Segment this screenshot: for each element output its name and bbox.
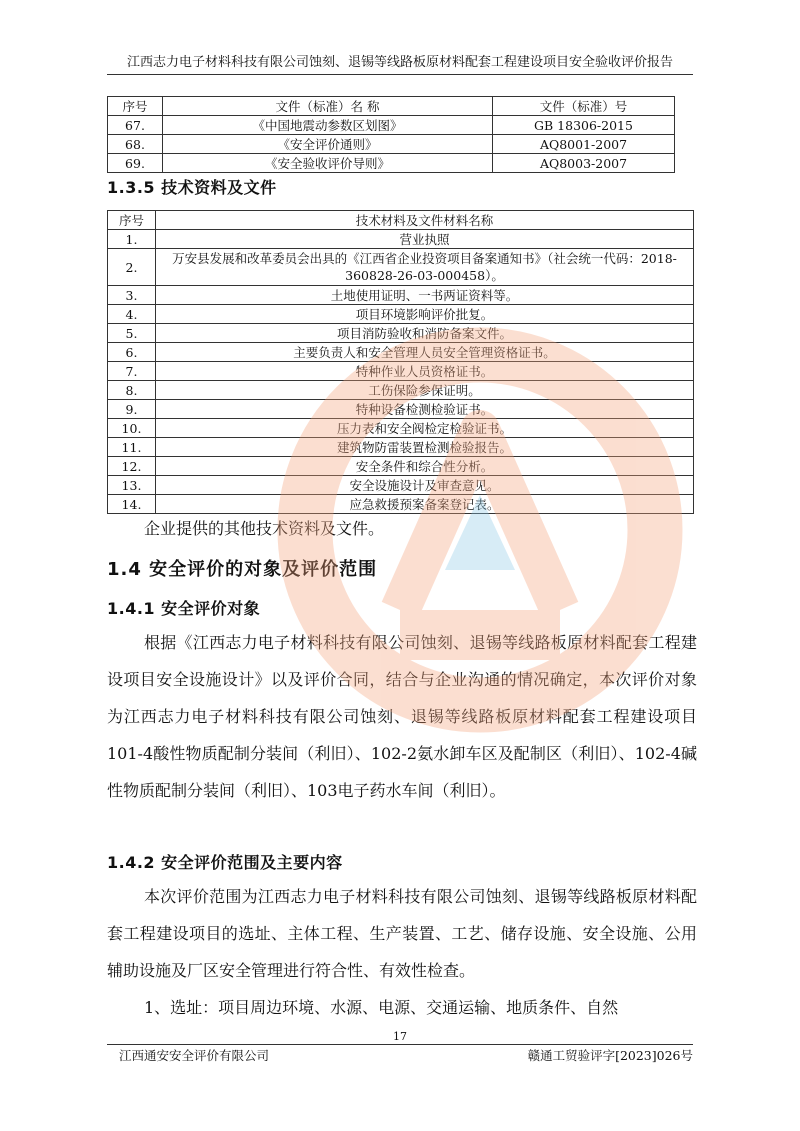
section-heading-1-3-5: 1.3.5 技术资料及文件 [107,178,277,197]
row-name: 应急救援预案备案登记表。 [156,495,694,514]
row-name: 建筑物防雷装置检测检验报告。 [156,438,694,457]
table-header-row [108,211,694,230]
footer-company: 江西通安安全评价有限公司 [119,1048,270,1063]
table-row [108,230,694,249]
row-name: 特种作业人员资格证书。 [156,362,694,381]
footer-report-number: 赣通工贸验评字[2023]026号 [527,1048,693,1063]
table-row [108,457,694,476]
row-index: 6. [108,343,156,362]
row-name: 营业执照 [156,230,694,249]
standards-table [107,96,675,173]
row-index: 69. [108,154,163,173]
row-name: 安全设施设计及审查意见。 [156,476,694,495]
row-name: 土地使用证明、一书两证资料等。 [156,286,694,305]
row-name: 《安全验收评价导则》 [163,154,493,173]
row-index: 3. [108,286,156,305]
row-name: 《安全评价通则》 [163,135,493,154]
row-index: 5. [108,324,156,343]
table-row [108,249,694,286]
page-footer [107,1044,693,1067]
row-name: 项目环境影响评价批复。 [156,305,694,324]
row-number: GB 18306-2015 [493,116,675,135]
table-row [108,154,675,173]
table-row [108,116,675,135]
row-name: 万安县发展和改革委员会出具的《江西省企业投资项目备案通知书》（社会统一代码：2018-360828-26-03-000458）。 [156,249,694,286]
table-row [108,286,694,305]
table-header-row [108,97,675,116]
row-index: 10. [108,419,156,438]
table-row [108,400,694,419]
row-index: 67. [108,116,163,135]
table-row [108,476,694,495]
row-number: AQ8001-2007 [493,135,675,154]
row-index: 11. [108,438,156,457]
col-header-number: 文件（标准）号 [493,97,675,116]
row-number: AQ8003-2007 [493,154,675,173]
section-1-4-1-body: 根据《江西志力电子材料科技有限公司蚀刻、退锡等线路板原材料配套工程建设项目安全设施设计》以及评价合同，结合与企业沟通的情况确定，本次评价对象为江西志力电子材料科技有限公司蚀刻、退锡等线路板原材料配套工程建设项目101-4酸性物质配制分装间（利旧）、102-2氨水卸车区及配制区（利旧）、102-4碱性物质配制分装间（利旧）、103电子药水车间（利旧）。 [107,633,697,800]
table-row [108,381,694,400]
header-title: 江西志力电子材料科技有限公司蚀刻、退锡等线路板原材料配套工程建设项目安全验收评价报告 [126,55,673,70]
col-header-index: 序号 [108,97,163,116]
row-index: 8. [108,381,156,400]
table-row [108,343,694,362]
row-index: 1. [108,230,156,249]
row-index: 2. [108,249,156,286]
table-row [108,305,694,324]
row-name: 项目消防验收和消防备案文件。 [156,324,694,343]
tech-docs-table [107,210,694,514]
row-name: 压力表和安全阀检定检验证书。 [156,419,694,438]
table-row [108,362,694,381]
row-index: 12. [108,457,156,476]
table-row [108,438,694,457]
page-header [107,52,693,75]
table-row [108,324,694,343]
table-row [108,135,675,154]
table-row [108,419,694,438]
row-name: 安全条件和综合性分析。 [156,457,694,476]
row-index: 9. [108,400,156,419]
section-heading-1-4-1: 1.4.1 安全评价对象 [107,599,261,618]
row-index: 4. [108,305,156,324]
col-header-name: 技术材料及文件材料名称 [156,211,694,230]
row-index: 14. [108,495,156,514]
section-1-4-2-item-1: 1、选址：项目周边环境、水源、电源、交通运输、地质条件、自然 [144,998,619,1017]
page-number: 17 [393,1030,407,1043]
row-name: 特种设备检测检验证书。 [156,400,694,419]
section-heading-1-4: 1.4 安全评价的对象及评价范围 [107,559,378,580]
row-name: 工伤保险参保证明。 [156,381,694,400]
section-1-4-2-body: 本次评价范围为江西志力电子材料科技有限公司蚀刻、退锡等线路板原材料配套工程建设项目的选址、主体工程、生产装置、工艺、储存设施、安全设施、公用辅助设施及厂区安全管理进行符合性、有效性检查。 [107,887,697,980]
after-table-text: 企业提供的其他技术资料及文件。 [144,519,385,538]
row-name: 主要负责人和安全管理人员安全管理资格证书。 [156,343,694,362]
row-index: 13. [108,476,156,495]
col-header-index: 序号 [108,211,156,230]
row-name: 《中国地震动参数区划图》 [163,116,493,135]
section-heading-1-4-2: 1.4.2 安全评价范围及主要内容 [107,853,343,872]
row-index: 68. [108,135,163,154]
row-index: 7. [108,362,156,381]
col-header-name: 文件（标准）名 称 [163,97,493,116]
